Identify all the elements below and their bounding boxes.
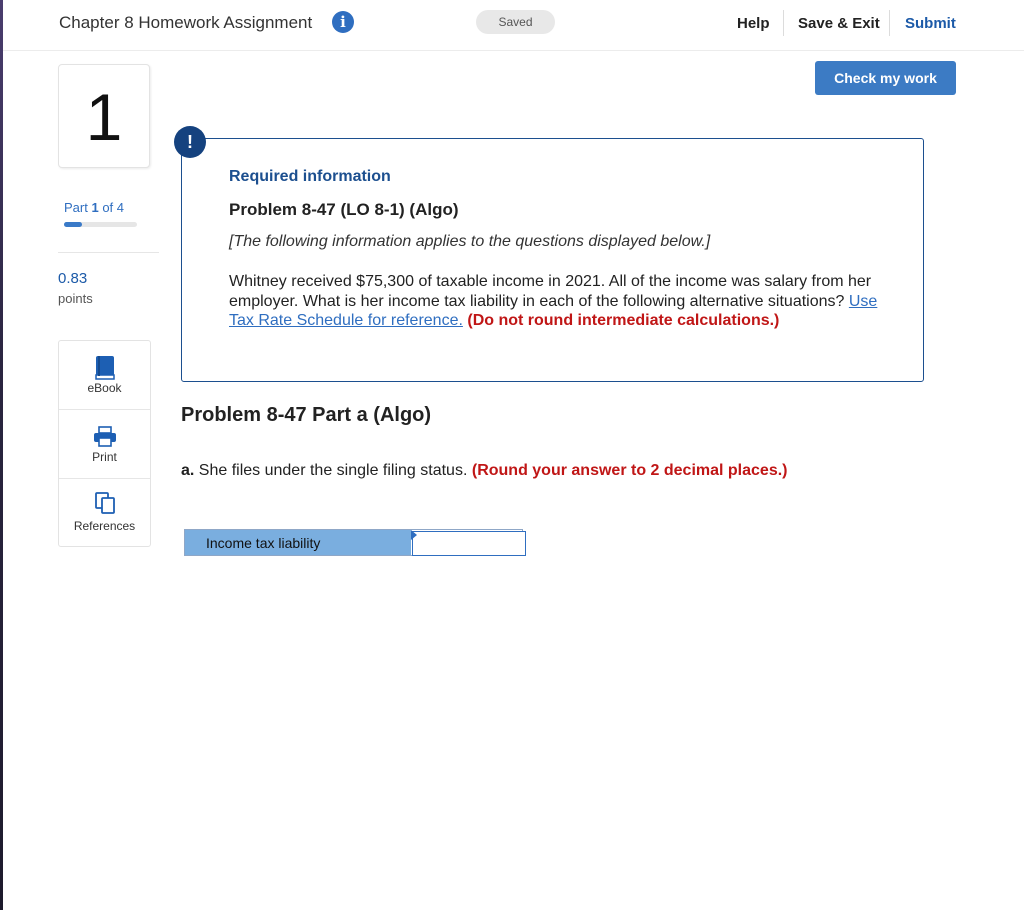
- save-exit-link[interactable]: Save & Exit: [798, 15, 880, 32]
- question-prefix: a.: [181, 462, 195, 479]
- answer-label: Income tax liability: [206, 535, 321, 551]
- part-prefix: Part: [64, 200, 88, 215]
- help-link[interactable]: Help: [737, 15, 770, 32]
- part-total: of 4: [102, 200, 125, 215]
- print-label: Print: [92, 450, 117, 464]
- part-progress-bar: [64, 222, 137, 227]
- part-progress-fill: [64, 222, 82, 227]
- problem-body: Whitney received $75,300 of taxable income in 2021. All of the income was salary from her employer. What is her income tax liability in each of the following alternative situations?: [229, 273, 872, 310]
- problem-text: [229, 272, 889, 331]
- sidebar-divider: [58, 252, 159, 253]
- part-title: Problem 8-47 Part a (Algo): [181, 404, 432, 426]
- problem-note: [The following information applies to the questions displayed below.]: [229, 233, 711, 250]
- question-body: She files under the single filing status.: [198, 462, 468, 479]
- question-text: [181, 462, 788, 480]
- check-my-work-button[interactable]: Check my work: [815, 61, 956, 95]
- assignment-title: Chapter 8 Homework Assignment: [59, 13, 313, 32]
- info-icon[interactable]: i: [332, 11, 354, 33]
- income-tax-liability-input[interactable]: [412, 531, 526, 556]
- references-button[interactable]: [59, 478, 150, 547]
- saved-status-badge: Saved: [476, 10, 555, 34]
- copy-pages-icon: [94, 491, 116, 515]
- part-current: 1: [91, 200, 99, 215]
- problem-title: Problem 8-47 (LO 8-1) (Algo): [229, 200, 459, 219]
- points-value: 0.83: [58, 270, 88, 287]
- answer-label-cell: [185, 530, 411, 555]
- header-divider: [783, 10, 784, 36]
- question-number: 1: [85, 80, 123, 154]
- top-header: [3, 0, 1024, 51]
- ebook-button[interactable]: [59, 341, 150, 409]
- question-instruction: (Round your answer to 2 decimal places.): [471, 462, 788, 479]
- alert-icon: !: [174, 126, 206, 158]
- header-divider: [889, 10, 890, 36]
- points-label: points: [58, 291, 93, 306]
- submit-link[interactable]: Submit: [905, 15, 956, 32]
- references-label: References: [73, 519, 136, 533]
- required-information-title: Required information: [229, 168, 391, 185]
- book-icon: [94, 355, 116, 381]
- window-edge: [0, 0, 3, 910]
- ebook-label: eBook: [87, 381, 122, 395]
- printer-icon: [93, 426, 117, 448]
- input-focus-marker: [411, 530, 417, 540]
- part-indicator: [64, 200, 124, 215]
- tools-panel: [58, 340, 151, 547]
- tax-rate-schedule-link[interactable]: Use Tax Rate Schedule for reference.: [229, 292, 878, 329]
- answer-table-row: [184, 529, 523, 556]
- print-button[interactable]: [59, 409, 150, 478]
- problem-warning: (Do not round intermediate calculations.): [467, 312, 780, 329]
- question-number-card[interactable]: [58, 64, 150, 168]
